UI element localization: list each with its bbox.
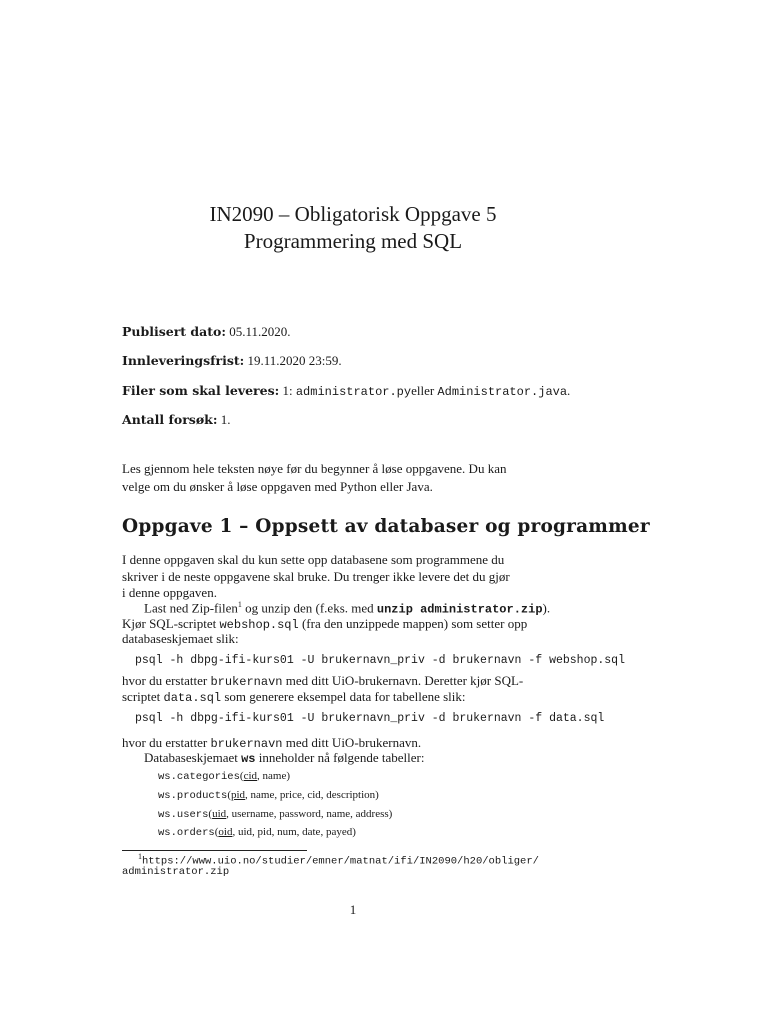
p1-line-1: I denne oppgaven skal du kun sette opp databasene som programmene du [122,552,505,567]
schema-row-categories: ws.categories(cid, name) [158,770,291,783]
primary-key: uid [212,808,227,820]
unzip-command: unzip administrator.zip [376,602,543,617]
footnote-number: 1 [138,852,142,861]
deadline-line [122,353,342,369]
code-block-data: psql -h dbpg-ifi-kurs01 -U brukernavn_priv -d brukernavn -f data.sql [135,712,605,725]
files-python: administrator.py [295,385,412,399]
section-heading: Oppgave 1 – Oppsett av databaser og programmer [122,516,650,537]
table-name: ws.users [158,809,209,821]
files-or: eller [411,383,435,398]
p4-line1-a: hvor du erstatter [122,735,211,750]
p2-line2-b: (fra den unzippede mappen) som setter opp [298,616,528,631]
p2-line-1 [144,600,550,616]
files-java: Administrator.java [437,385,568,399]
page-number: 1 [349,902,357,917]
p4-line-1 [122,735,421,751]
p2-text-a: Last ned Zip-filen [144,600,238,616]
table-name: ws.categories [158,771,240,783]
attempts-value: 1. [220,412,231,427]
p4-username: brukernavn [210,737,283,751]
attempts-label: Antall forsøk: [122,412,218,427]
published-line [122,324,291,340]
files-end: . [567,383,571,398]
p4-line2-b: inneholder nå følgende tabeller: [255,750,425,765]
primary-key: oid [218,826,233,838]
footnote-url-part1[interactable]: https://www.uio.no/studier/emner/matnat/ifi/IN2090/h20/obliger/ [142,855,539,868]
files-label: Filer som skal leveres: [122,383,280,398]
p1-line-2: skriver i de neste oppgavene skal bruke. Du trenger ikke levere det du gjør [122,569,510,584]
p3-line-2 [122,689,466,705]
p3-line-1 [122,673,523,689]
p3-line2-b: som generere eksempel data for tabellene slik: [221,689,466,704]
schema-ws: ws [241,752,256,766]
p4-line2-a: Databaseskjemaet [144,750,242,765]
primary-key: cid [243,770,258,782]
p3-line1-b: med ditt UiO-brukernavn. Deretter kjør SQL- [282,673,524,688]
footnote-url-part2[interactable]: administrator.zip [122,866,230,878]
p1-line-3: i denne oppgaven. [122,585,217,600]
p2-text-b: og unzip den (f.eks. med [241,600,377,616]
document-subtitle: Programmering med SQL [243,229,463,253]
files-prefix: 1: [282,383,293,398]
data-sql-file: data.sql [163,691,222,705]
footnote-rule [122,850,307,851]
p4-line1-b: med ditt UiO-brukernavn. [282,735,422,750]
primary-key: pid [230,789,246,801]
deadline-label: Innleveringsfrist: [122,353,245,368]
table-columns: , name, price, cid, description) [245,789,379,801]
footnote-marker: 1 [237,600,242,609]
p4-line-2 [144,750,424,766]
deadline-value: 19.11.2020 23:59. [247,353,342,368]
attempts-line [122,412,230,428]
table-columns: , username, password, name, address) [226,808,393,820]
p2-line-3: databaseskjemaet slik: [122,631,239,646]
published-value: 05.11.2020. [229,324,291,339]
p3-username: brukernavn [210,675,283,689]
files-line [122,383,570,399]
p2-line2-a: Kjør SQL-scriptet [122,616,220,631]
webshop-sql-file: webshop.sql [219,618,299,632]
schema-row-orders: ws.orders(oid, uid, pid, num, date, payed) [158,826,356,839]
p3-line1-a: hvor du erstatter [122,673,211,688]
intro-line-2: velge om du ønsker å løse oppgaven med Python eller Java. [122,479,433,494]
table-name: ws.products [158,790,228,802]
p2-line-2 [122,616,527,632]
table-columns: , uid, pid, num, date, payed) [232,826,356,838]
intro-line-1: Les gjennom hele teksten nøye før du begynner å løse oppgavene. Du kan [122,461,507,476]
document-title: IN2090 – Obligatorisk Oppgave 5 [209,202,497,226]
schema-row-users: ws.users(uid, username, password, name, address) [158,808,393,821]
schema-row-products: ws.products(pid, name, price, cid, description) [158,789,379,802]
table-columns: , name) [257,770,291,782]
code-block-webshop: psql -h dbpg-ifi-kurs01 -U brukernavn_priv -d brukernavn -f webshop.sql [135,654,625,667]
table-name: ws.orders [158,827,215,839]
p2-text-c: ). [542,600,551,616]
p3-line2-a: scriptet [122,689,164,704]
published-label: Publisert dato: [122,324,226,339]
